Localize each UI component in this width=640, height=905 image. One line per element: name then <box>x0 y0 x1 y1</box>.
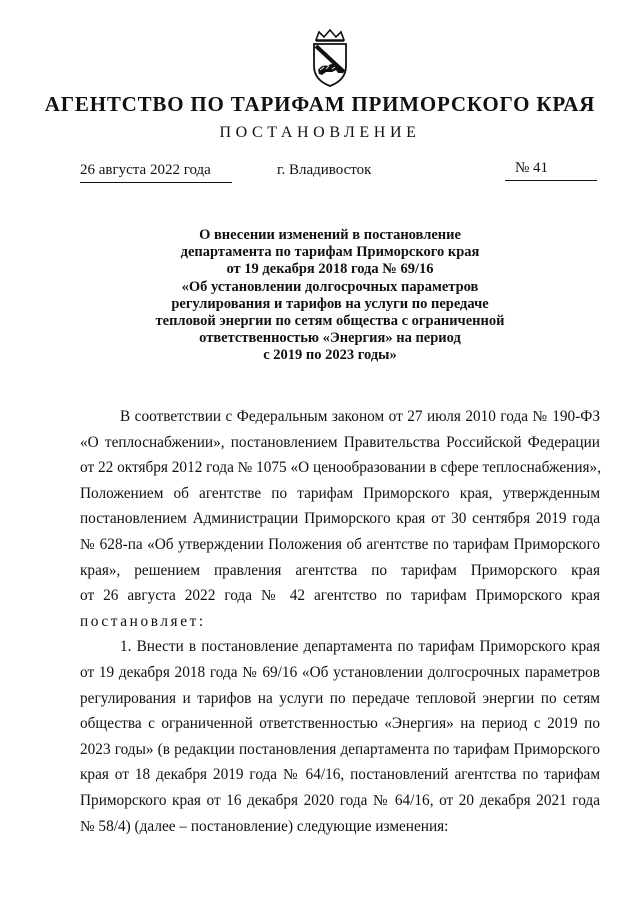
agency-name: АГЕНТСТВО ПО ТАРИФАМ ПРИМОРСКОГО КРАЯ <box>44 92 596 116</box>
body-line: Приморского края от 16 декабря 2020 года № 64/16, от 20 декабря 2021 года <box>80 791 600 809</box>
subject-line: О внесении изменений в постановление <box>199 227 461 243</box>
body-line: от 26 августа 2022 года № 42 агентство по тарифам Приморского края <box>80 587 600 605</box>
document-type: ПОСТАНОВЛЕНИЕ <box>219 124 421 141</box>
subject-line: с 2019 по 2023 годы» <box>263 347 397 364</box>
body-line: 2023 годы» (в редакции постановления департамента по тарифам Приморского <box>80 740 600 758</box>
body-line: от 19 декабря 2018 года № 69/16 «Об установлении долгосрочных параметров <box>80 663 600 681</box>
body-line: № 58/4) (далее – постановление) следующие изменения: <box>80 817 449 835</box>
subject-line: регулирования и тарифов на услуги по передаче <box>171 295 489 312</box>
body-line-resolves: постановляет: <box>80 612 206 630</box>
subject-line: департамента по тарифам Приморского края <box>180 244 480 261</box>
document-city: г. Владивосток <box>277 162 372 178</box>
body-line: края», решением правления агентства по тарифам Приморского края <box>80 561 600 579</box>
subject-line: от 19 декабря 2018 года № 69/16 <box>226 261 434 278</box>
body-line: № 628-па «Об утверждении Положения об агентстве по тарифам Приморского <box>80 535 600 553</box>
body-line: В соответствии с Федеральным законом от 27 июля 2010 года № 190-ФЗ <box>120 408 600 425</box>
document-date: 26 августа 2022 года <box>80 162 211 178</box>
subject-line: тепловой энергии по сетям общества с ограниченной <box>155 313 505 330</box>
body-line: от 22 октября 2012 года № 1075 «О ценообразовании в сфере теплоснабжения», <box>80 459 602 477</box>
number-underline <box>505 180 597 181</box>
date-underline <box>80 182 232 183</box>
body-line: постановлением Администрации Приморского края от 30 сентября 2019 года <box>80 510 600 528</box>
document-subject <box>140 227 520 365</box>
document-number: № 41 <box>515 160 549 176</box>
body-line: края от 18 декабря 2019 года № 64/16, постановлений агентства по тарифам <box>80 766 600 784</box>
subject-line: «Об установлении долгосрочных параметров <box>181 278 479 295</box>
body-line: 1. Внести в постановление департамента по тарифам Приморского края <box>120 638 600 656</box>
document-body <box>80 404 600 839</box>
body-line: Положением об агентстве по тарифам Приморского края, утвержденным <box>80 484 600 502</box>
body-line: «О теплоснабжении», постановлением Правительства Российской Федерации <box>80 433 600 451</box>
subject-line: ответственностью «Энергия» на период <box>199 330 461 347</box>
body-line: общества с ограниченной ответственностью «Энергия» на период с 2019 по <box>80 715 600 733</box>
coat-of-arms-icon <box>298 26 362 90</box>
body-line: регулирования и тарифов на услуги по передаче тепловой энергии по сетям <box>80 689 600 707</box>
